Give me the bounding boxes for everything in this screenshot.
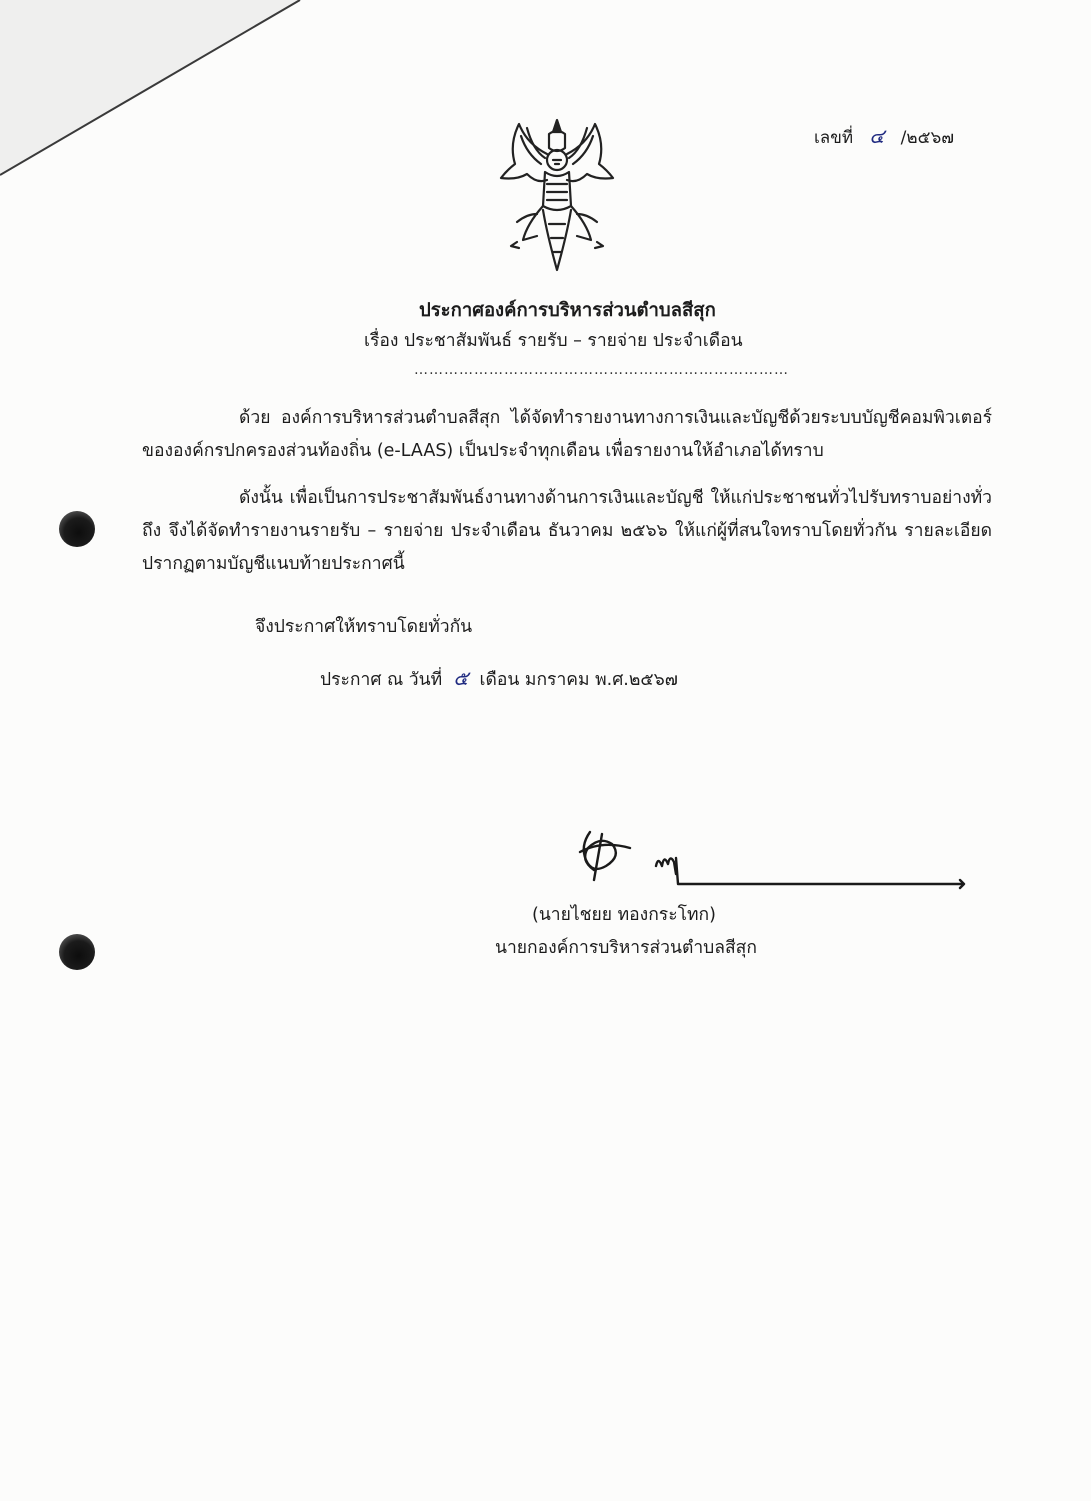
document-number	[814, 120, 954, 152]
announcement-title: ประกาศองค์การบริหารส่วนตำบลสีสุก	[419, 300, 716, 321]
body-paragraph-2: ดังนั้น เพื่อเป็นการประชาสัมพันธ์งานทางด้านการเงินและบัญชี ให้แก่ประชาชนทั่วไปรับทราบอย่างทั่วถึง จึงได้จัดทำรายงานรายรับ – รายจ่าย ประจำเดือน ธันวาคม ๒๕๖๖ ให้แก่ผู้ที่สนใจทราบโดยทั่วกัน รายละเอียดปรากฏตามบัญชีแนบท้ายประกาศนี้	[142, 488, 992, 574]
punch-hole-top	[59, 511, 95, 547]
document-number-handwritten: ๔	[869, 124, 885, 148]
document-number-year: /๒๕๖๗	[900, 128, 955, 148]
signer-name: (นายไชยย ทองกระโทก)	[532, 905, 716, 925]
closing-statement: จึงประกาศให้ทราบโดยทั่วกัน	[255, 617, 473, 637]
date-suffix: เดือน มกราคม พ.ศ.๒๕๖๗	[479, 670, 678, 690]
document-number-label: เลขที่	[814, 128, 854, 148]
title-separator: …………………………………………………………………	[414, 362, 789, 378]
date-day-handwritten: ๕	[453, 666, 469, 690]
date-prefix: ประกาศ ณ วันที่	[320, 670, 443, 690]
announcement-date	[320, 662, 678, 694]
punch-hole-bottom	[59, 934, 95, 970]
garuda-emblem	[497, 114, 617, 274]
signature	[572, 826, 972, 896]
body-paragraph-1: ด้วย องค์การบริหารส่วนตำบลสีสุก ได้จัดทำรายงานทางการเงินและบัญชีด้วยระบบบัญชีคอมพิวเตอร์ขององค์กรปกครองส่วนท้องถิ่น (e-LAAS) เป็นประจำทุกเดือน เพื่อรายงานให้อำเภอได้ทราบ	[142, 408, 992, 461]
signer-position: นายกองค์การบริหารส่วนตำบลสีสุก	[495, 938, 757, 958]
announcement-subject: เรื่อง ประชาสัมพันธ์ รายรับ – รายจ่าย ประจำเดือน	[364, 331, 743, 351]
